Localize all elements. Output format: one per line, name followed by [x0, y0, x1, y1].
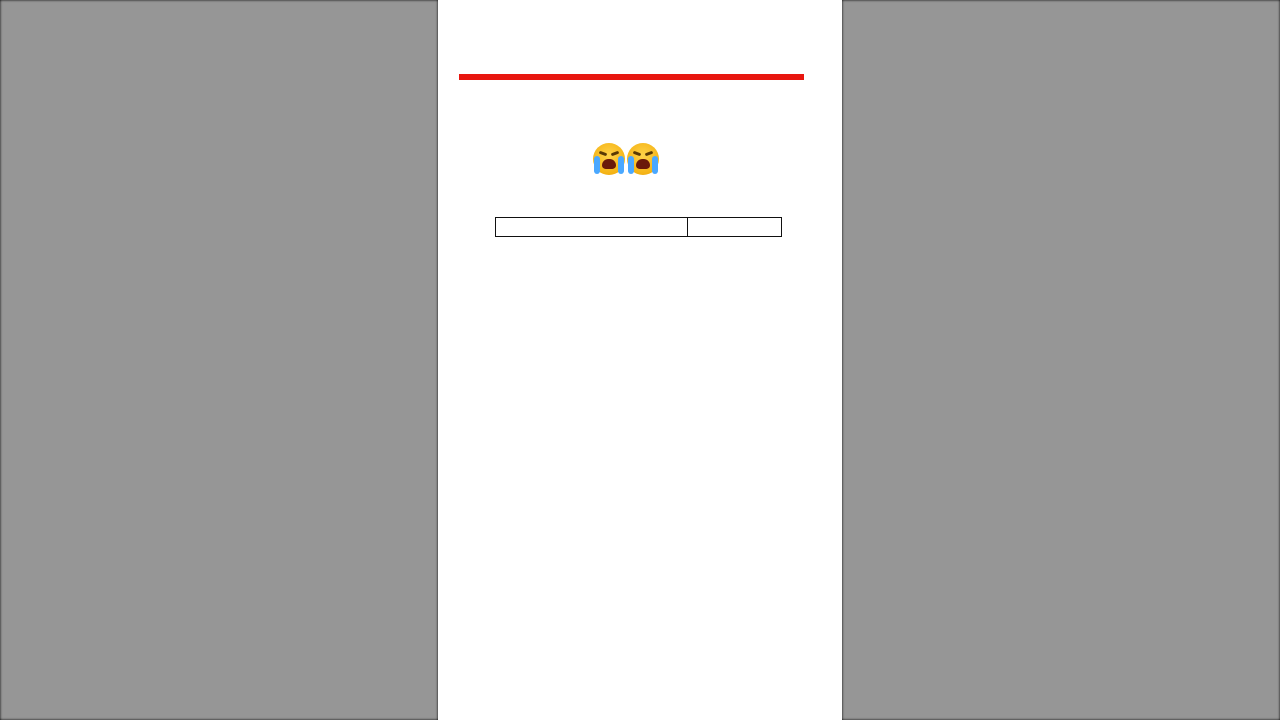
header-cutoff-marks — [688, 218, 782, 237]
result-notice-document — [438, 0, 842, 720]
crying-face-icon — [593, 143, 625, 175]
caption-banner — [459, 74, 804, 80]
background-zoom-right — [842, 0, 1280, 720]
table-header-row — [496, 218, 782, 237]
cutoff-table — [495, 217, 782, 237]
background-zoom-left — [0, 0, 438, 720]
crying-face-icon — [627, 143, 659, 175]
header-category — [496, 218, 688, 237]
crying-emoji-group — [593, 143, 659, 175]
